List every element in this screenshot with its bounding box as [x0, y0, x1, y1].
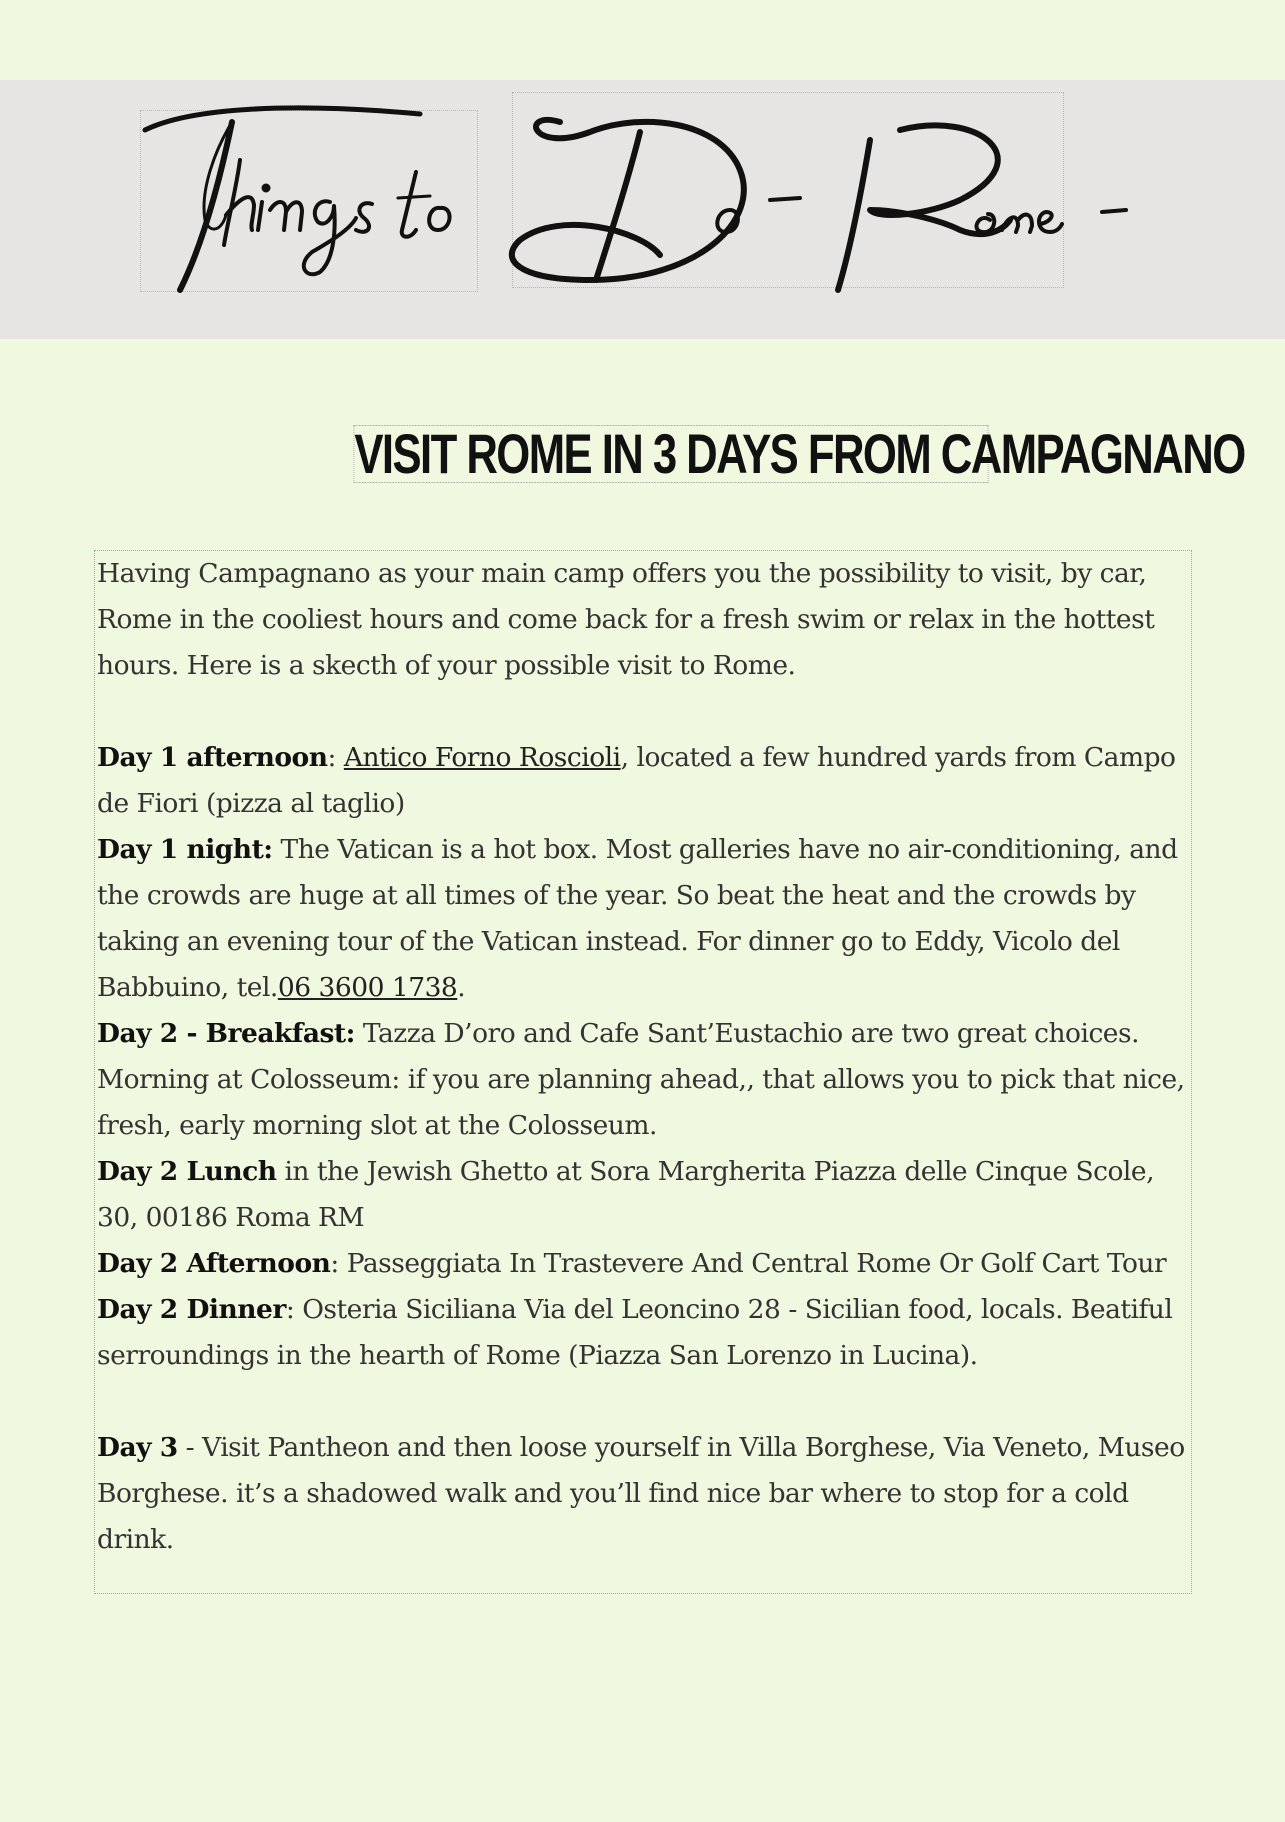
entry-label: Day 2 Lunch [97, 1156, 277, 1187]
entry-label: Day 2 - Breakfast: [97, 1018, 355, 1049]
paragraph-gap [97, 1379, 1191, 1425]
entry-day2-afternoon [97, 1241, 1191, 1287]
entry-separator: : [327, 742, 344, 773]
entry-text: Tazza D’oro and Cafe Sant’Eustachio are two great choices. Morning at Colosseum: if you are planning ahead,, that allows you to pick that nice, fresh, early morning slot at the Colosseum. [97, 1018, 1185, 1141]
entry-text: : Osteria Siciliana Via del Leoncino 28 - Sicilian food, locals. Beatiful serroundings in the hearth of Rome (Piazza San Lorenzo in Lucina). [97, 1294, 1173, 1371]
entry-text: in the Jewish Ghetto at Sora Margherita Piazza delle Cinque Scole, 30, 00186 Roma RM [97, 1156, 1155, 1233]
logo-rome [838, 125, 1126, 290]
entry-day3 [97, 1425, 1191, 1563]
header-banner [0, 80, 1285, 339]
itinerary-text-box [94, 550, 1192, 1594]
entry-text: The Vatican is a hot box. Most galleries have no air-conditioning, and the crowds are huge at all times of the year. So beat the heat and the crowds by taking an evening tour of the Vatican instead. For dinner go to Eddy, Vicolo del Babbuino, tel. [97, 834, 1178, 1003]
entry-label: Day 1 night: [97, 834, 273, 865]
entry-day2-breakfast [97, 1011, 1191, 1149]
page-title: VISIT ROME IN 3 DAYS FROM CAMPAGNANO [354, 422, 1245, 485]
entry-day2-dinner [97, 1287, 1191, 1379]
script-logo [0, 80, 1285, 339]
entry-text: : Passeggiata In Trastevere And Central Rome Or Golf Cart Tour [330, 1248, 1167, 1279]
paragraph-gap [97, 689, 1191, 735]
intro-paragraph: Having Campagnano as your main camp offers you the possibility to visit, by car, Rome in the cooliest hours and come back for a fresh swim or relax in the hottest hours. Here is a skecth of your possible visit to Rome. [97, 558, 1155, 681]
logo-do [512, 120, 800, 280]
entry-label: Day 1 afternoon [97, 742, 328, 773]
entry-label: Day 2 Dinner [97, 1294, 286, 1325]
logo-things-to [145, 108, 450, 290]
entry-day2-lunch [97, 1149, 1191, 1241]
entry-text-after: . [457, 972, 466, 1003]
entry-text: , located a few hundred yards from Campo de Fiori (pizza al taglio) [97, 742, 1176, 819]
entry-day1-afternoon [97, 735, 1191, 827]
entry-label: Day 3 [97, 1432, 178, 1463]
entry-day1-night [97, 827, 1191, 1011]
entry-label: Day 2 Afternoon [97, 1248, 331, 1279]
entry-text: - Visit Pantheon and then loose yourself in Villa Borghese, Via Veneto, Museo Borghese. it’s a shadowed walk and you’ll find nice bar where to stop for a cold drink. [97, 1432, 1185, 1555]
link-phone-number[interactable]: 06 3600 1738 [277, 972, 458, 1003]
link-antico-forno-roscioli[interactable]: Antico Forno Roscioli [343, 742, 621, 773]
